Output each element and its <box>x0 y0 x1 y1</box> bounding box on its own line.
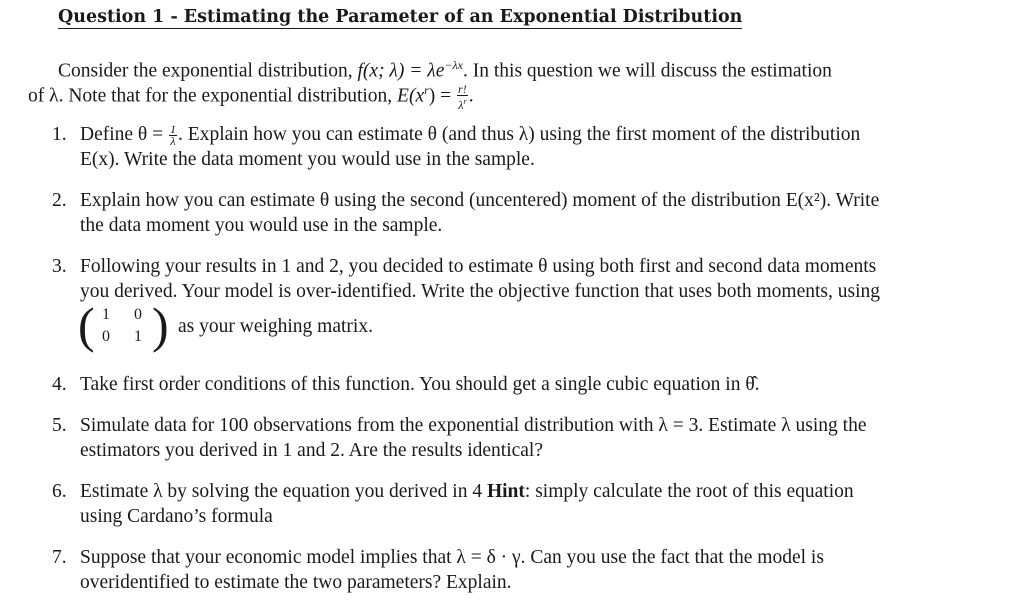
item-2-line-2: the data moment you would use in the sample. <box>80 215 443 236</box>
item-1-text-b: . Explain how you can estimate θ (and thus λ) using the first moment of the distribution <box>178 124 861 145</box>
matrix-cell-22: 1 <box>134 328 142 345</box>
item-1-line-2: E(x). Write the data moment you would use in the sample. <box>80 149 535 170</box>
intro-fraction-num: r! <box>458 81 467 96</box>
item-7-number: 7. <box>52 547 67 568</box>
item-2-line-1: Explain how you can estimate θ using the second (uncentered) moment of the distribution E(x²). Write <box>80 190 880 211</box>
intro-formula-1: f(x; λ) = λe <box>357 60 445 82</box>
item-1-fraction <box>169 124 177 147</box>
item-6-line-2: using Cardano’s formula <box>80 506 273 527</box>
item-5-line-1: Simulate data for 100 observations from the exponential distribution with λ = 3. Estimate λ using the <box>80 415 867 436</box>
item-3-matrix-text: as your weighing matrix. <box>178 316 373 337</box>
item-2-number: 2. <box>52 190 67 211</box>
intro-line-2 <box>28 83 474 111</box>
matrix-cell-21: 0 <box>102 328 110 345</box>
question-title: Question 1 - Estimating the Parameter of an Exponential Distribution <box>58 7 743 27</box>
matrix-right-paren: ) <box>152 297 169 353</box>
item-5-line-2: estimators you derived in 1 and 2. Are the results identical? <box>80 440 544 461</box>
item-6-line-1 <box>80 481 854 503</box>
item-4-line-1: Take first order conditions of this function. You should get a single cubic equation in θ̂. <box>80 374 760 395</box>
intro-text-2a: of λ. Note that for the exponential distribution, <box>28 85 398 107</box>
intro-text-2-end: . <box>468 85 474 107</box>
intro-formula-2-sup: r <box>424 83 429 97</box>
item-3-line-1: Following your results in 1 and 2, you decided to estimate θ using both first and second data moments <box>80 256 877 277</box>
item-7-line-2: overidentified to estimate the two parameters? Explain. <box>80 572 512 593</box>
item-3-number: 3. <box>52 256 67 277</box>
item-3-line-2: you derived. Your model is over-identified. Write the objective function that uses both moments, using <box>80 281 880 302</box>
intro-fraction-den-sup: r <box>463 96 467 106</box>
weighing-matrix <box>78 297 170 353</box>
item-6-text-a: Estimate λ by solving the equation you derived in 4 <box>80 481 487 502</box>
item-6-number: 6. <box>52 481 67 502</box>
matrix-cell-12: 0 <box>134 306 142 323</box>
item-6-text-b: : simply calculate the root of this equation <box>524 481 854 502</box>
intro-line-1 <box>58 58 832 83</box>
item-6-hint: Hint <box>486 481 525 502</box>
item-7-line-1: Suppose that your economic model implies that λ = δ · γ. Can you use the fact that the model is <box>80 547 824 568</box>
matrix-left-paren: ( <box>78 297 95 353</box>
item-1-fraction-den: λ <box>170 134 176 149</box>
intro-fraction-den: λ <box>458 97 464 112</box>
item-1-fraction-num: 1 <box>170 122 177 137</box>
intro-text-1a: Consider the exponential distribution, <box>58 60 358 82</box>
matrix-cell-11: 1 <box>102 306 110 323</box>
item-1-line-1 <box>80 124 860 147</box>
item-1-number: 1. <box>52 124 67 145</box>
intro-formula-2: E(x <box>397 85 425 107</box>
intro-formula-2-eq: ) = <box>428 85 457 107</box>
intro-formula-1-sup: −λx <box>444 58 464 72</box>
intro-fraction <box>457 81 468 112</box>
item-4-number: 4. <box>52 374 67 395</box>
item-5-number: 5. <box>52 415 67 436</box>
item-1-text-a: Define θ = <box>80 124 169 145</box>
intro-text-1b: . In this question we will discuss the estimation <box>463 60 832 82</box>
